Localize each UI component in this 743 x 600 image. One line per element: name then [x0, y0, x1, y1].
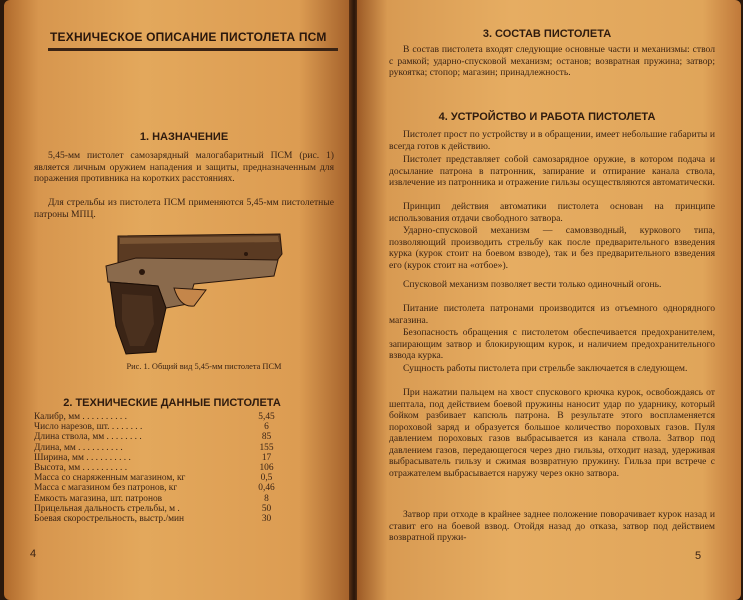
- spec-row: [34, 422, 289, 432]
- spec-value: 85: [261, 432, 272, 443]
- spec-row: [34, 412, 289, 422]
- section-1-paragraph-1: 5,45-мм пистолет самозарядный малогабаритный ПСМ (рис. 1) является личным оружием нападения и защиты, предназначенным для поражения противника на коротких расстояниях.: [34, 150, 334, 184]
- page-number-right: 5: [695, 550, 702, 562]
- spec-row: [34, 463, 289, 473]
- section-4-paragraph: Затвор при отходе в крайнее заднее положение поворачивает курок назад и ставит его на боевой взвод. Отойдя назад до отказа, затвор под действием возвратной пружи-: [389, 509, 715, 543]
- section-4-paragraph: Пистолет представляет собой самозарядное оружие, в котором подача и досылание патрона в патронник, запирание и отпирание канала ствола, извлечение из патронника и отражение гильзы осуществляются автоматически.: [389, 154, 715, 188]
- section-4-title: 4. УСТРОЙСТВО И РАБОТА ПИСТОЛЕТА: [438, 111, 656, 123]
- spec-row: [34, 504, 289, 514]
- spec-row: [34, 483, 289, 493]
- spec-value: 0,46: [258, 483, 275, 494]
- section-4-paragraph: Принцип действия автоматики пистолета основан на принципе использования отдачи свободного затвора.: [389, 201, 715, 224]
- section-3-paragraph: В состав пистолета входят следующие основные части и механизмы: ствол с рамкой; ударно-спусковой механизм; останов; возвратная пружина; затвор; рукоятка; стопор; магазин; принадлежность.: [389, 44, 715, 78]
- section-4-paragraph: Безопасность обращения с пистолетом обеспечивается предохранителем, запирающим затвор и блокирующим курок, и наличием предохранительного взвода курка.: [389, 327, 715, 361]
- right-page: [357, 0, 741, 600]
- figure-caption: Рис. 1. Общий вид 5,45-мм пистолета ПСМ: [126, 362, 282, 371]
- spec-value: 0,5: [260, 473, 273, 484]
- spec-row: [34, 514, 289, 524]
- spec-value: 5,45: [258, 412, 275, 422]
- spec-row: [34, 432, 289, 442]
- spec-row: [34, 443, 289, 453]
- specs-table: [34, 412, 289, 524]
- spec-value: 30: [261, 514, 272, 525]
- spec-label: Ширина, мм . . . . . . . . . .: [34, 452, 131, 463]
- spec-label: Высота, мм . . . . . . . . . .: [34, 463, 128, 474]
- spec-value: 155: [259, 442, 274, 453]
- section-1-paragraph-2: Для стрельбы из пистолета ПСМ применяются 5,45-мм пистолетные патроны МПЦ.: [34, 197, 334, 220]
- page-number-left: 4: [30, 548, 37, 560]
- spec-label: Число нарезов, шт. . . . . . . .: [34, 422, 143, 433]
- spec-value: 8: [264, 493, 269, 504]
- section-4-paragraph: Спусковой механизм позволяет вести только одиночный огонь.: [403, 279, 662, 290]
- spec-label: Длина, мм . . . . . . . . . .: [34, 442, 123, 453]
- spec-label: Калибр, мм . . . . . . . . . .: [34, 412, 127, 422]
- section-2-title: 2. ТЕХНИЧЕСКИЕ ДАННЫЕ ПИСТОЛЕТА: [63, 397, 281, 409]
- left-page: [4, 0, 351, 600]
- spec-label: Масса со снаряженным магазином, кг: [34, 473, 186, 484]
- section-4-paragraph: Сущность работы пистолета при стрельбе заключается в следующем.: [403, 363, 688, 374]
- spec-label: Длина ствола, мм . . . . . . . .: [34, 432, 142, 443]
- spec-label: Масса с магазином без патронов, кг: [34, 483, 178, 494]
- header-rule: [48, 48, 338, 51]
- spec-value: 50: [261, 503, 272, 514]
- spec-row: [34, 494, 289, 504]
- section-4-paragraph: Пистолет прост по устройству и в обращении, имеет небольшие габариты и всегда готов к действию.: [389, 129, 715, 152]
- spec-value: 6: [264, 422, 269, 433]
- spec-label: Емкость магазина, шт. патронов: [34, 493, 163, 504]
- section-3-title: 3. СОСТАВ ПИСТОЛЕТА: [482, 28, 612, 40]
- section-1-title: 1. НАЗНАЧЕНИЕ: [139, 131, 229, 143]
- section-4-paragraph: При нажатии пальцем на хвост спускового крючка курок, освобождаясь от шептала, под действием боевой пружины наносит удар по ударнику, который бойком разбивает капсюль патрона. В результате этого воспламеняется пороховой заряд и образуется большое количество пороховых газов. Пуля давлением пороховых газов выбрасывается из канала ствола. Затвор под давлением газов, передающегося через дно гильзы, отходит назад, удерживая выбрасыватель гильзу и сжимая возвратную пружину. Гильза при встрече с отражателем выбрасывается наружу через окно затвора.: [389, 387, 715, 479]
- pistol-illustration: [96, 228, 286, 356]
- spec-value: 17: [261, 452, 272, 463]
- section-4-paragraph: Питание пистолета патронами производится из отъемного однорядного магазина.: [389, 303, 715, 326]
- spec-label: Прицельная дальность стрельбы, м .: [34, 503, 180, 514]
- running-header: ТЕХНИЧЕСКОЕ ОПИСАНИЕ ПИСТОЛЕТА ПСМ: [50, 30, 327, 44]
- spec-row: [34, 473, 289, 483]
- spec-row: [34, 453, 289, 463]
- section-4-paragraph: Ударно-спусковой механизм — самовзводный, куркового типа, позволяющий производить стрельбу как после предварительного взведения курка (курок стоит на боевом взводе), так и без предварительного взведения его (курок стоит на «отбое»).: [389, 225, 715, 271]
- spec-value: 106: [259, 463, 274, 474]
- spec-label: Боевая скорострельность, выстр./мин: [34, 514, 185, 525]
